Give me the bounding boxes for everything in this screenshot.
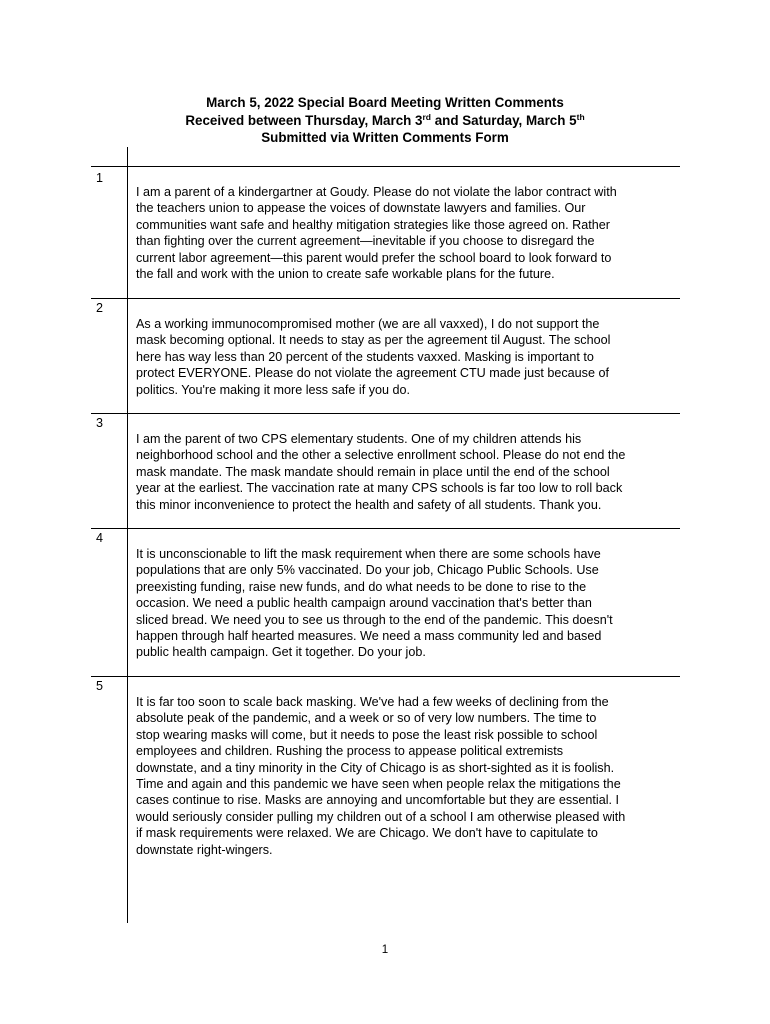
comment-text [136,546,681,661]
table-row-divider [91,676,680,677]
document-date-range [0,112,770,130]
comment-line: would seriously consider pulling my children out of a school I am otherwise pleased with [136,809,626,824]
comment-line: stop wearing masks will come, but it needs to pose the least risk possible to school [136,727,598,742]
date-range-part-1: Received between Thursday, March 3 [185,112,423,128]
table-vertical-rule [127,147,128,923]
comment-line: the teachers union to appease the voices of downstate lawyers and families. Our [136,201,586,216]
comment-text [136,694,681,858]
table-row-divider [91,166,680,167]
document-subtitle: Submitted via Written Comments Form [261,130,509,145]
comment-text [136,431,681,513]
comment-line: the fall and work with the union to create safe workable plans for the future. [136,267,555,282]
comment-number: 3 [96,416,104,430]
comment-line: sliced bread. We need you to see us through to the end of the pandemic. This doesn't [136,612,613,627]
comment-line: public health campaign. Get it together. Do your job. [136,645,426,660]
table-row-divider [91,413,680,414]
comment-number: 4 [96,531,104,545]
comment-line: I am a parent of a kindergartner at Goudy. Please do not violate the labor contract with [136,185,617,199]
document-title: March 5, 2022 Special Board Meeting Written Comments [206,95,564,110]
comment-line: As a working immunocompromised mother (we are all vaxxed), I do not support the [136,317,600,331]
comment-line: absolute peak of the pandemic, and a week or so of very low numbers. The time to [136,711,597,726]
comment-line: populations that are only 5% vaccinated. Do your job, Chicago Public Schools. Use [136,563,599,578]
comment-line: this minor inconvenience to protect the health and safety of all students. Thank you. [136,497,602,512]
comment-number: 2 [96,301,104,315]
comment-number: 5 [96,679,104,693]
comment-line: mask mandate. The mask mandate should remain in place until the end of the school [136,464,610,479]
comment-text [136,184,681,282]
comment-line: than fighting over the current agreement—inevitable if you choose to disregard the [136,234,595,249]
comment-text [136,316,681,398]
comment-line: neighborhood school and the other a selective enrollment school. Please do not end the [136,448,626,463]
comment-line: here has way less than 20 percent of the students vaxxed. Masking is important to [136,349,594,364]
comment-line: employees and children. Rushing the process to appease political extremists [136,744,564,759]
comment-line: politics. You're making it more less safe if you do. [136,382,411,397]
comment-line: It is far too soon to scale back masking. We've had a few weeks of declining from the [136,695,609,709]
comment-line: year at the earliest. The vaccination rate at many CPS schools is far too low to roll back [136,481,623,496]
comment-line: occasion. We need a public health campaign around vaccination that's better than [136,596,592,611]
comment-line: cases continue to rise. Masks are annoying and uncomfortable but they are essential. I [136,793,620,808]
comment-line: Time and again and this pandemic we have seen when people relax the mitigations the [136,777,621,792]
comment-line: happen through half hearted measures. We need a mass community led and based [136,629,602,644]
date-range-part-2: and Saturday, March 5 [431,112,577,128]
comment-line: protect EVERYONE. Please do not violate the agreement CTU made just because of [136,366,609,381]
comment-line: mask becoming optional. It needs to stay as per the agreement til August. The school [136,333,611,348]
comment-line: preexisting funding, raise new funds, and do what needs to be done to rise to the [136,579,587,594]
comment-number: 1 [96,171,104,185]
document-header [0,94,770,147]
page-number: 1 [381,944,389,956]
table-row-divider [91,298,680,299]
comment-line: downstate right-wingers. [136,842,273,857]
superscript-rd: rd [422,111,431,122]
table-row-divider [91,528,680,529]
comment-line: It is unconscionable to lift the mask requirement when there are some schools have [136,547,601,561]
comment-line: communities want safe and healthy mitigation strategies like those agreed on. Rather [136,217,610,232]
comment-line: if mask requirements were relaxed. We are Chicago. We don't have to capitulate to [136,826,598,841]
superscript-th: th [576,111,585,122]
comment-line: I am the parent of two CPS elementary students. One of my children attends his [136,432,582,446]
comment-line: downstate, and a tiny minority in the City of Chicago is as short-sighted as it is foolish. [136,760,615,775]
comment-line: current labor agreement—this parent would prefer the school board to look forward to [136,250,612,265]
